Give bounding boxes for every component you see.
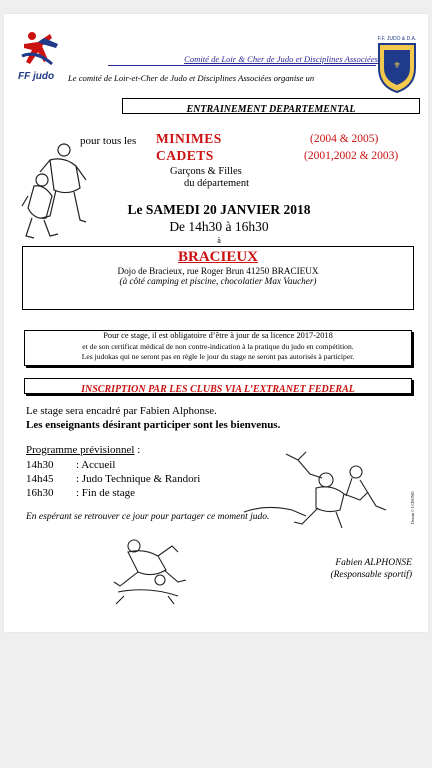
closing-text: En espérant se retrouver ce jour pour partager ce moment judo.	[26, 512, 270, 522]
for-all-label: pour tous les	[80, 135, 137, 147]
event-at: à	[217, 236, 221, 245]
ff-judo-text: FF judo	[18, 71, 55, 82]
years-minimes: (2004 & 2005)	[310, 133, 379, 145]
program-label: : Accueil	[76, 459, 116, 471]
side-credit	[410, 466, 420, 526]
inscription-text: INSCRIPTION PAR LES CLUBS VIA L’EXTRANET FEDERAL	[81, 384, 355, 395]
event-date: Le SAMEDI 20 JANVIER 2018	[127, 202, 311, 217]
header-rule	[108, 65, 376, 66]
judoka-drawing-top	[20, 136, 90, 244]
crest-text: F.F. JUDO & D.A.	[377, 36, 417, 42]
category-cadets: CADETS	[156, 148, 214, 163]
event-title: ENTRAINEMENT DEPARTEMENTAL	[186, 104, 356, 115]
teachers-welcome: Les enseignants désirant participer sont les bienvenus.	[26, 419, 281, 431]
ff-judo-logo	[18, 30, 62, 86]
judo-throw-illustration-icon	[20, 136, 90, 244]
program-time: 14h45	[26, 473, 54, 485]
years-cadets: (2001,2002 & 2003)	[304, 150, 399, 162]
svg-text:⚜: ⚜	[392, 60, 402, 70]
licence-notice-box	[24, 330, 412, 366]
flyer-page	[4, 14, 428, 632]
program-list	[26, 458, 200, 500]
event-time: De 14h30 à 16h30	[169, 219, 269, 234]
program-time: 16h30	[26, 487, 54, 499]
inscription-box	[24, 378, 412, 394]
title-box	[122, 98, 420, 114]
judoka-drawing-bottom	[108, 530, 194, 606]
program-label: : Fin de stage	[76, 487, 135, 499]
category-minimes: MINIMES	[156, 131, 222, 146]
program-label: : Judo Technique & Randori	[76, 473, 201, 485]
committee-link[interactable]: Comité de Loir & Cher de Judo et Disciplines Associées	[184, 54, 378, 64]
address-line: Dojo de Bracieux, rue Roger Brun 41250 BRACIEUX	[117, 266, 319, 276]
supervision-text: Le stage sera encadré par Fabien Alphonse.	[26, 405, 217, 417]
shield-icon	[376, 42, 418, 94]
program-time: 14h30	[26, 459, 54, 471]
crest-logo	[376, 36, 418, 96]
licence-line-2: et de son certificat médical de non contre-indication à la pratique du judo en compétition.	[82, 341, 354, 351]
program-row	[26, 458, 200, 472]
address-note: (à côté camping et piscine, chocolatier Max Vaucher)	[119, 276, 317, 286]
licence-line-1: Pour ce stage, il est obligatoire d’être à jour de sa licence 2017-2018	[103, 331, 333, 340]
program-title-label: Programme prévisionnel	[26, 444, 135, 456]
gender-label: Garçons & Filles	[170, 166, 242, 177]
program-row	[26, 486, 200, 500]
program-title	[26, 444, 140, 456]
licence-line-3: Les judokas qui ne seront pas en règle le jour du stage ne seront pas autorisés à participer.	[81, 352, 355, 361]
signature-role: (Responsable sportif)	[330, 570, 412, 580]
signature-name: Fabien ALPHONSE	[335, 558, 412, 568]
judo-ground-illustration-icon	[108, 530, 194, 606]
program-title-colon: :	[134, 444, 141, 456]
intro-text: Le comité de Loir-et-Cher de Judo et Disciplines Associées organise un	[68, 73, 315, 83]
location-box	[22, 246, 414, 310]
city-name: BRACIEUX	[177, 249, 258, 265]
judoka-logo-icon	[18, 30, 62, 70]
side-credit-text: Dessin © J.CRONO	[410, 491, 415, 524]
program-row	[26, 472, 200, 486]
department-label: du département	[184, 178, 250, 189]
